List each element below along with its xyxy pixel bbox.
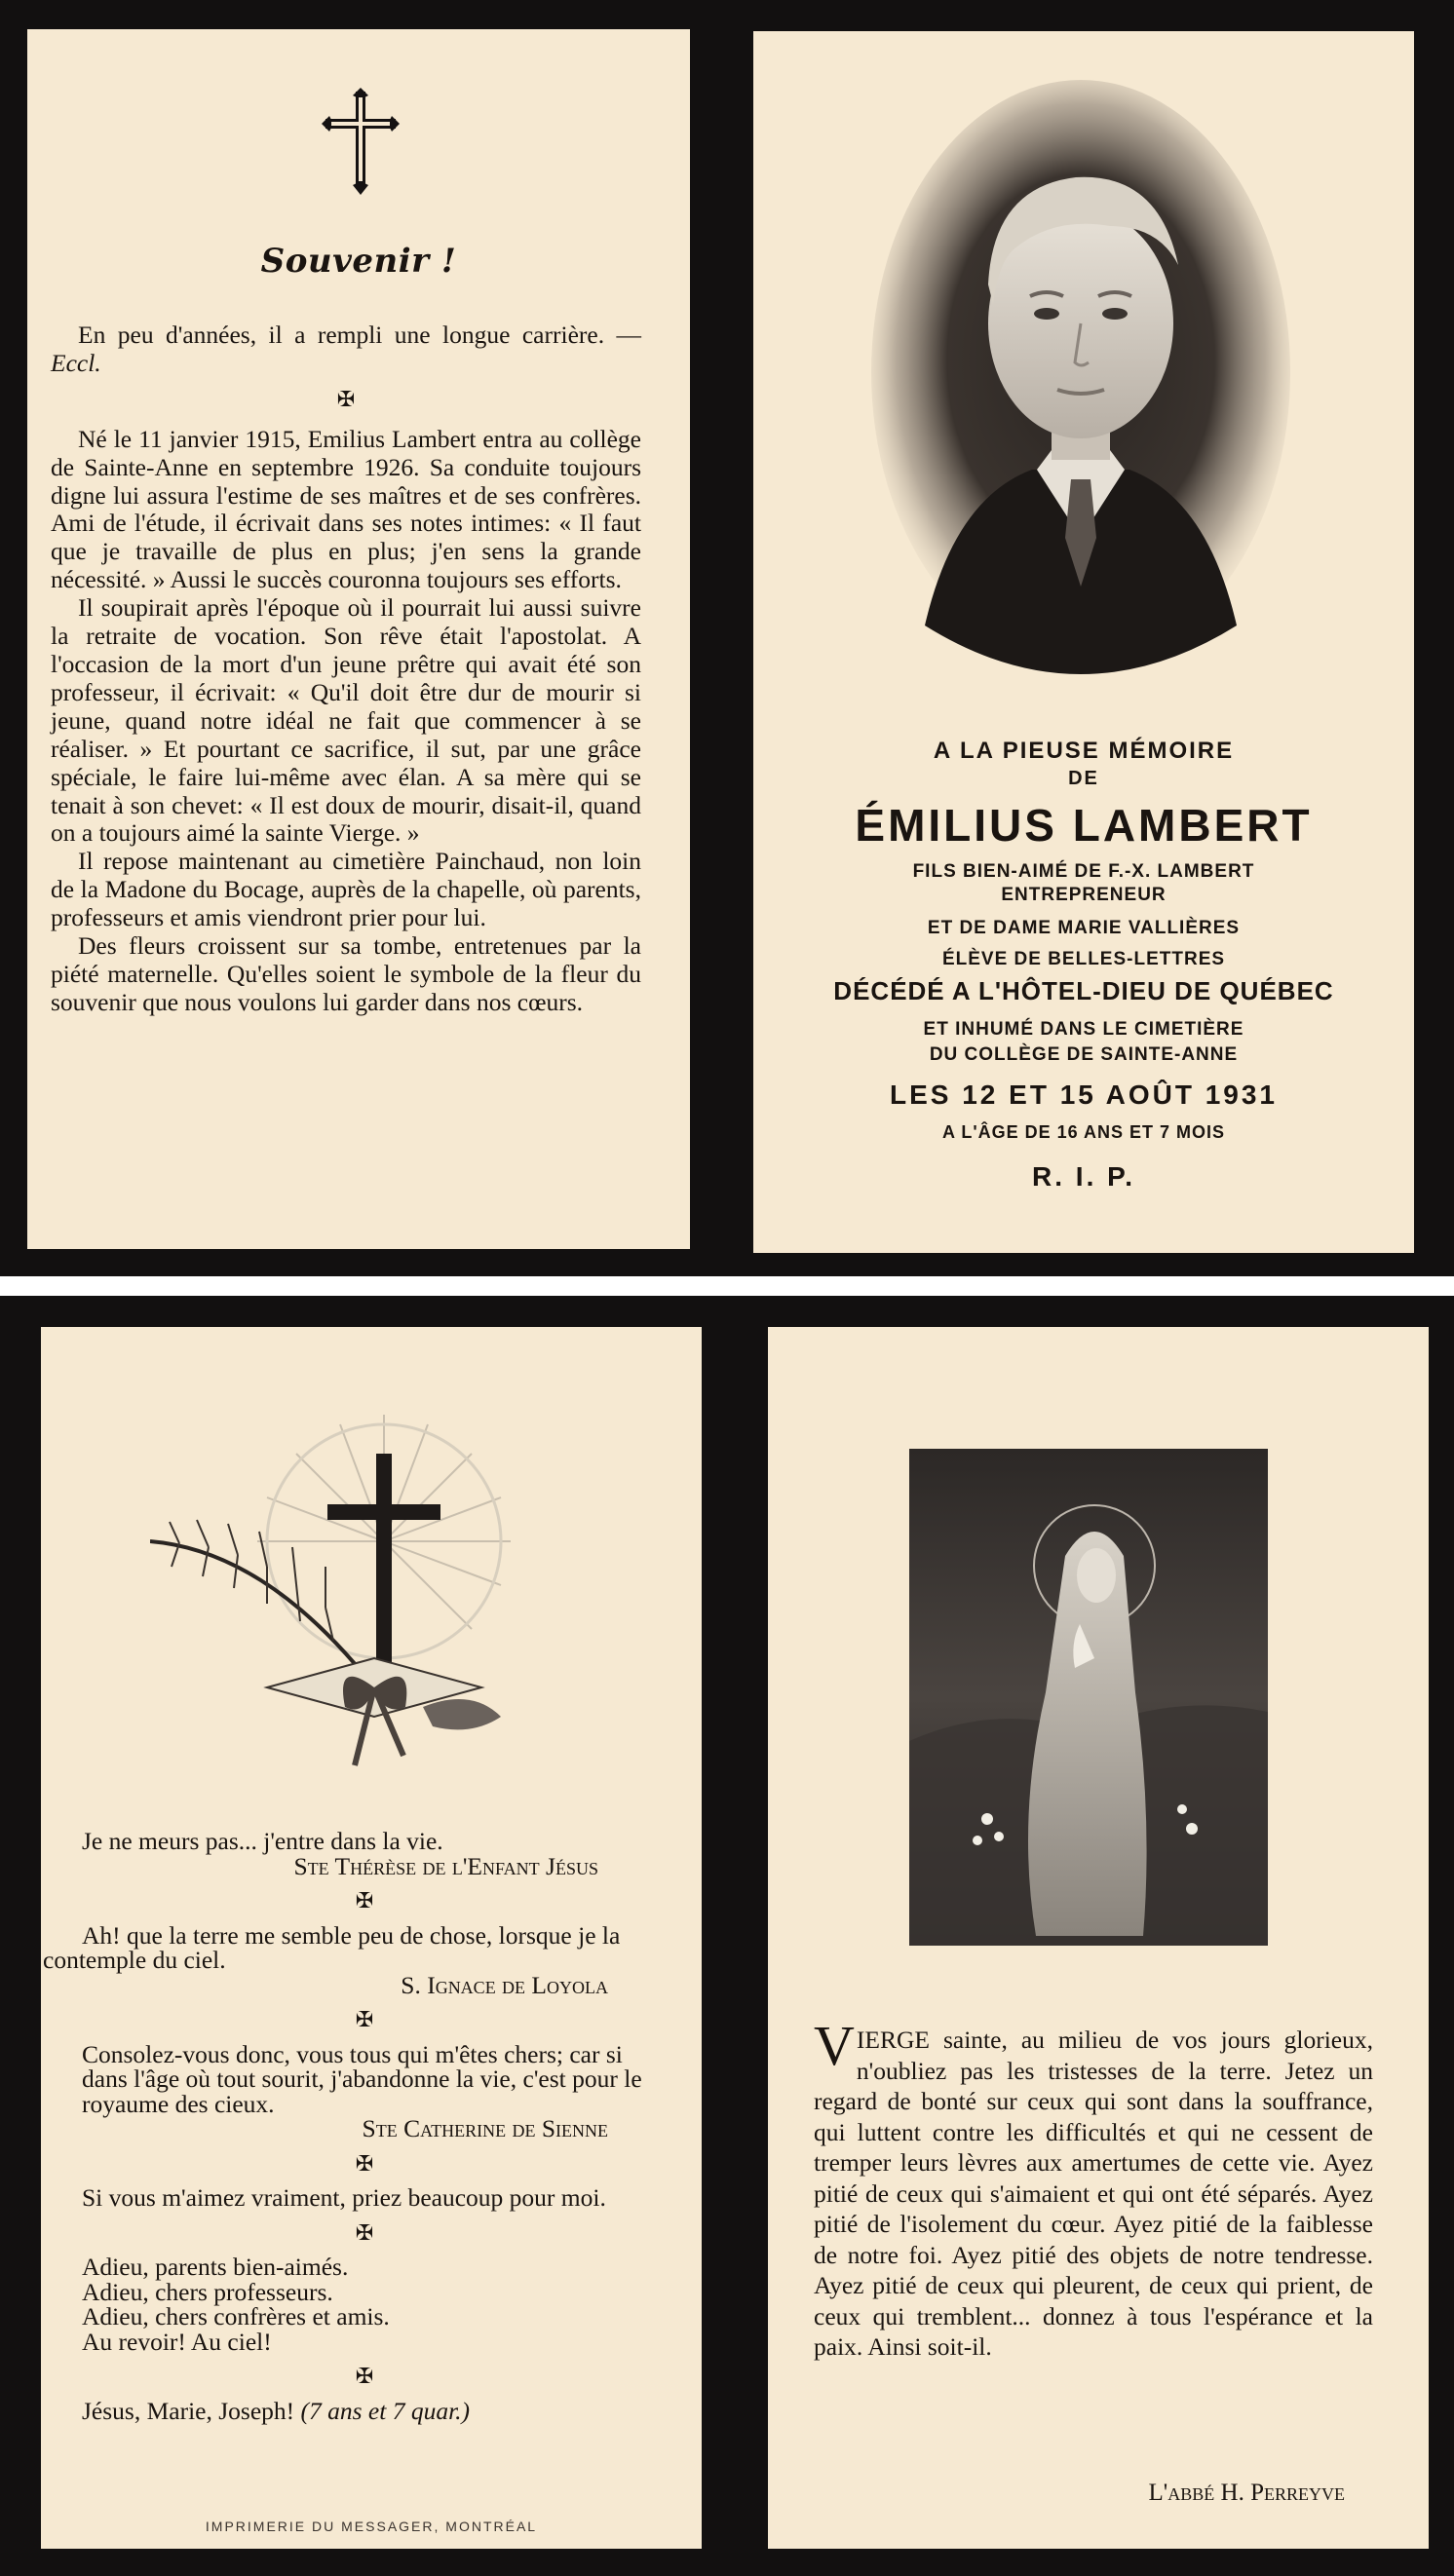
printer-imprint: IMPRIMERIE DU MESSAGER, MONTRÉAL <box>205 2519 538 2534</box>
souvenir-title: Souvenir ! <box>260 242 457 281</box>
rip-text: R. I. P. <box>1032 1161 1135 1192</box>
quote-text: Consolez-vous donc, vous tous qui m'êtes chers; car si dans l'âge où tout sourit, j'abandonne la vie, c'est pour le royaume des cieux. <box>82 2039 642 2118</box>
card-page-bottom-right <box>768 1327 1429 2549</box>
separator-cross: ✠ <box>355 2007 374 2031</box>
quote-author: Ste Thérèse de l'Enfant Jésus <box>293 1851 598 1880</box>
portrait-photo <box>866 80 1295 674</box>
closing-note: (7 ans et 7 quar.) <box>300 2396 471 2425</box>
deceased-name: ÉMILIUS LAMBERT <box>855 800 1313 851</box>
cross-icon <box>322 88 400 195</box>
age-at-death: A L'ÂGE DE 16 ANS ET 7 MOIS <box>942 1122 1225 1142</box>
farewell-line: Adieu, parents bien-aimés. <box>82 2253 349 2281</box>
quotes-section <box>43 1827 647 2425</box>
farewell-line: Adieu, chers confrères et amis. <box>82 2302 390 2330</box>
place-of-death: DÉCÉDÉ A L'HÔTEL-DIEU DE QUÉBEC <box>833 976 1334 1005</box>
biography-paragraph: Il soupirait après l'époque où il pourrait lui aussi suivre la retraite de vocation. Son rêve était l'apostolat. A l'occasion de la mort d'un jeune prêtre qui avait été son professeur, il écrivait: « Qu'il doit être dur de mourir si jeune, quand notre idéal ne fait que commencer à se réaliser. » Et pourtant ce sacrifice, il sut, par une grâce spéciale, le faire lui-même avec élan. A sa mère qui se tenait à son chevet: « Il est doux de mourir, disait-il, quand on a toujours aimé la sainte Vierge. » <box>51 593 641 848</box>
father-occupation: ENTREPRENEUR <box>1001 885 1167 905</box>
biography-paragraph: Des fleurs croissent sur sa tombe, entretenues par la piété maternelle. Qu'elles soient le symbole de la fleur du souvenir que nous voulons lui garder dans nos cœurs. <box>51 931 641 1016</box>
quote-text: Ah! que la terre me semble peu de chose, lorsque je la contemple du ciel. <box>43 1920 621 1974</box>
prayer-body: IERGE sainte, au milieu de vos jours glorieux, n'oubliez pas les tristesses de la terre. Jetez un regard de bonté sur ceux qui sont dans la souffrance, qui luttent contre les difficultés et qui ne cessent de tremper leurs lèvres aux amertumes de cette vie. Ayez pitié de ceux qui s'aimaient et qui ont été séparés. Ayez pitié de l'isolement du cœur. Ayez pitié de la faiblesse de notre foi. Ayez pitié des objets de notre tendresse. Ayez pitié de ceux qui pleurent, de ceux qui prient, de ceux qui tremblent... donnez à tous l'espérance et la paix. Ainsi soit-il. <box>814 2026 1373 2361</box>
prayer-dropcap: V <box>814 2014 855 2077</box>
biography-paragraph: Né le 11 janvier 1915, Emilius Lambert entra au collège de Sainte-Anne en septembre 1926. Sa conduite toujours digne lui assura l'estime de ses maîtres et de ses confrères. Ami de l'étude, il écrivait dans ses notes intimes: « Il faut que je travaille de plus en plus; j'en sens la grande nécessité. » Aussi le succès couronna toujours ses efforts. <box>51 424 641 594</box>
closing-line <box>82 2396 647 2425</box>
quote-author: S. Ignace de Loyola <box>401 1970 608 1999</box>
cross-palm-illustration <box>150 1395 579 1785</box>
prayer-text <box>814 2014 1373 2363</box>
card-page-top-right <box>753 31 1414 1253</box>
biography-paragraph: Il repose maintenant au cimetière Painchaud, non loin de la Madone du Bocage, auprès de la chapelle, où parents, professeurs et amis viendront prier pour lui. <box>51 847 641 932</box>
quote-author: Ste Catherine de Sienne <box>362 2114 608 2142</box>
parent-father: FILS BIEN-AIMÉ DE F.-X. LAMBERT <box>912 861 1255 882</box>
memorial-heading: A LA PIEUSE MÉMOIRE <box>933 738 1235 764</box>
separator-cross: ✠ <box>355 2219 374 2245</box>
burial-line: ET INHUMÉ DANS LE CIMETIÈRE <box>923 1019 1244 1040</box>
virgin-mary-image <box>909 1449 1268 1946</box>
burial-place: DU COLLÈGE DE SAINTE-ANNE <box>929 1044 1239 1065</box>
separator-cross: ✠ <box>355 2150 374 2176</box>
separator-cross: ✠ <box>355 1888 374 1913</box>
death-dates: LES 12 ET 15 AOÛT 1931 <box>890 1080 1278 1110</box>
separator-cross: ✠ <box>336 386 356 411</box>
closing-text: Jésus, Marie, Joseph! <box>82 2396 295 2425</box>
epigraph: En peu d'années, il a rempli une longue carrière. — <box>78 321 641 349</box>
student-class: ÉLÈVE DE BELLES-LETTRES <box>941 949 1226 969</box>
separator-cross: ✠ <box>355 2364 374 2388</box>
farewell-line: Au revoir! Au ciel! <box>82 2327 272 2356</box>
parent-mother: ET DE DAME MARIE VALLIÈRES <box>927 918 1241 938</box>
epigraph-source: Eccl. <box>51 348 101 377</box>
memorial-de: DE <box>1068 768 1099 789</box>
farewell-line: Adieu, chers professeurs. <box>82 2277 333 2306</box>
quote-text: Je ne meurs pas... j'entre dans la vie. <box>82 1827 443 1855</box>
biography-text <box>51 322 641 1017</box>
quote-text: Si vous m'aimez vraiment, priez beaucoup pour moi. <box>82 2183 606 2212</box>
prayer-signature: L'abbé H. Perreyve <box>1148 2480 1345 2506</box>
